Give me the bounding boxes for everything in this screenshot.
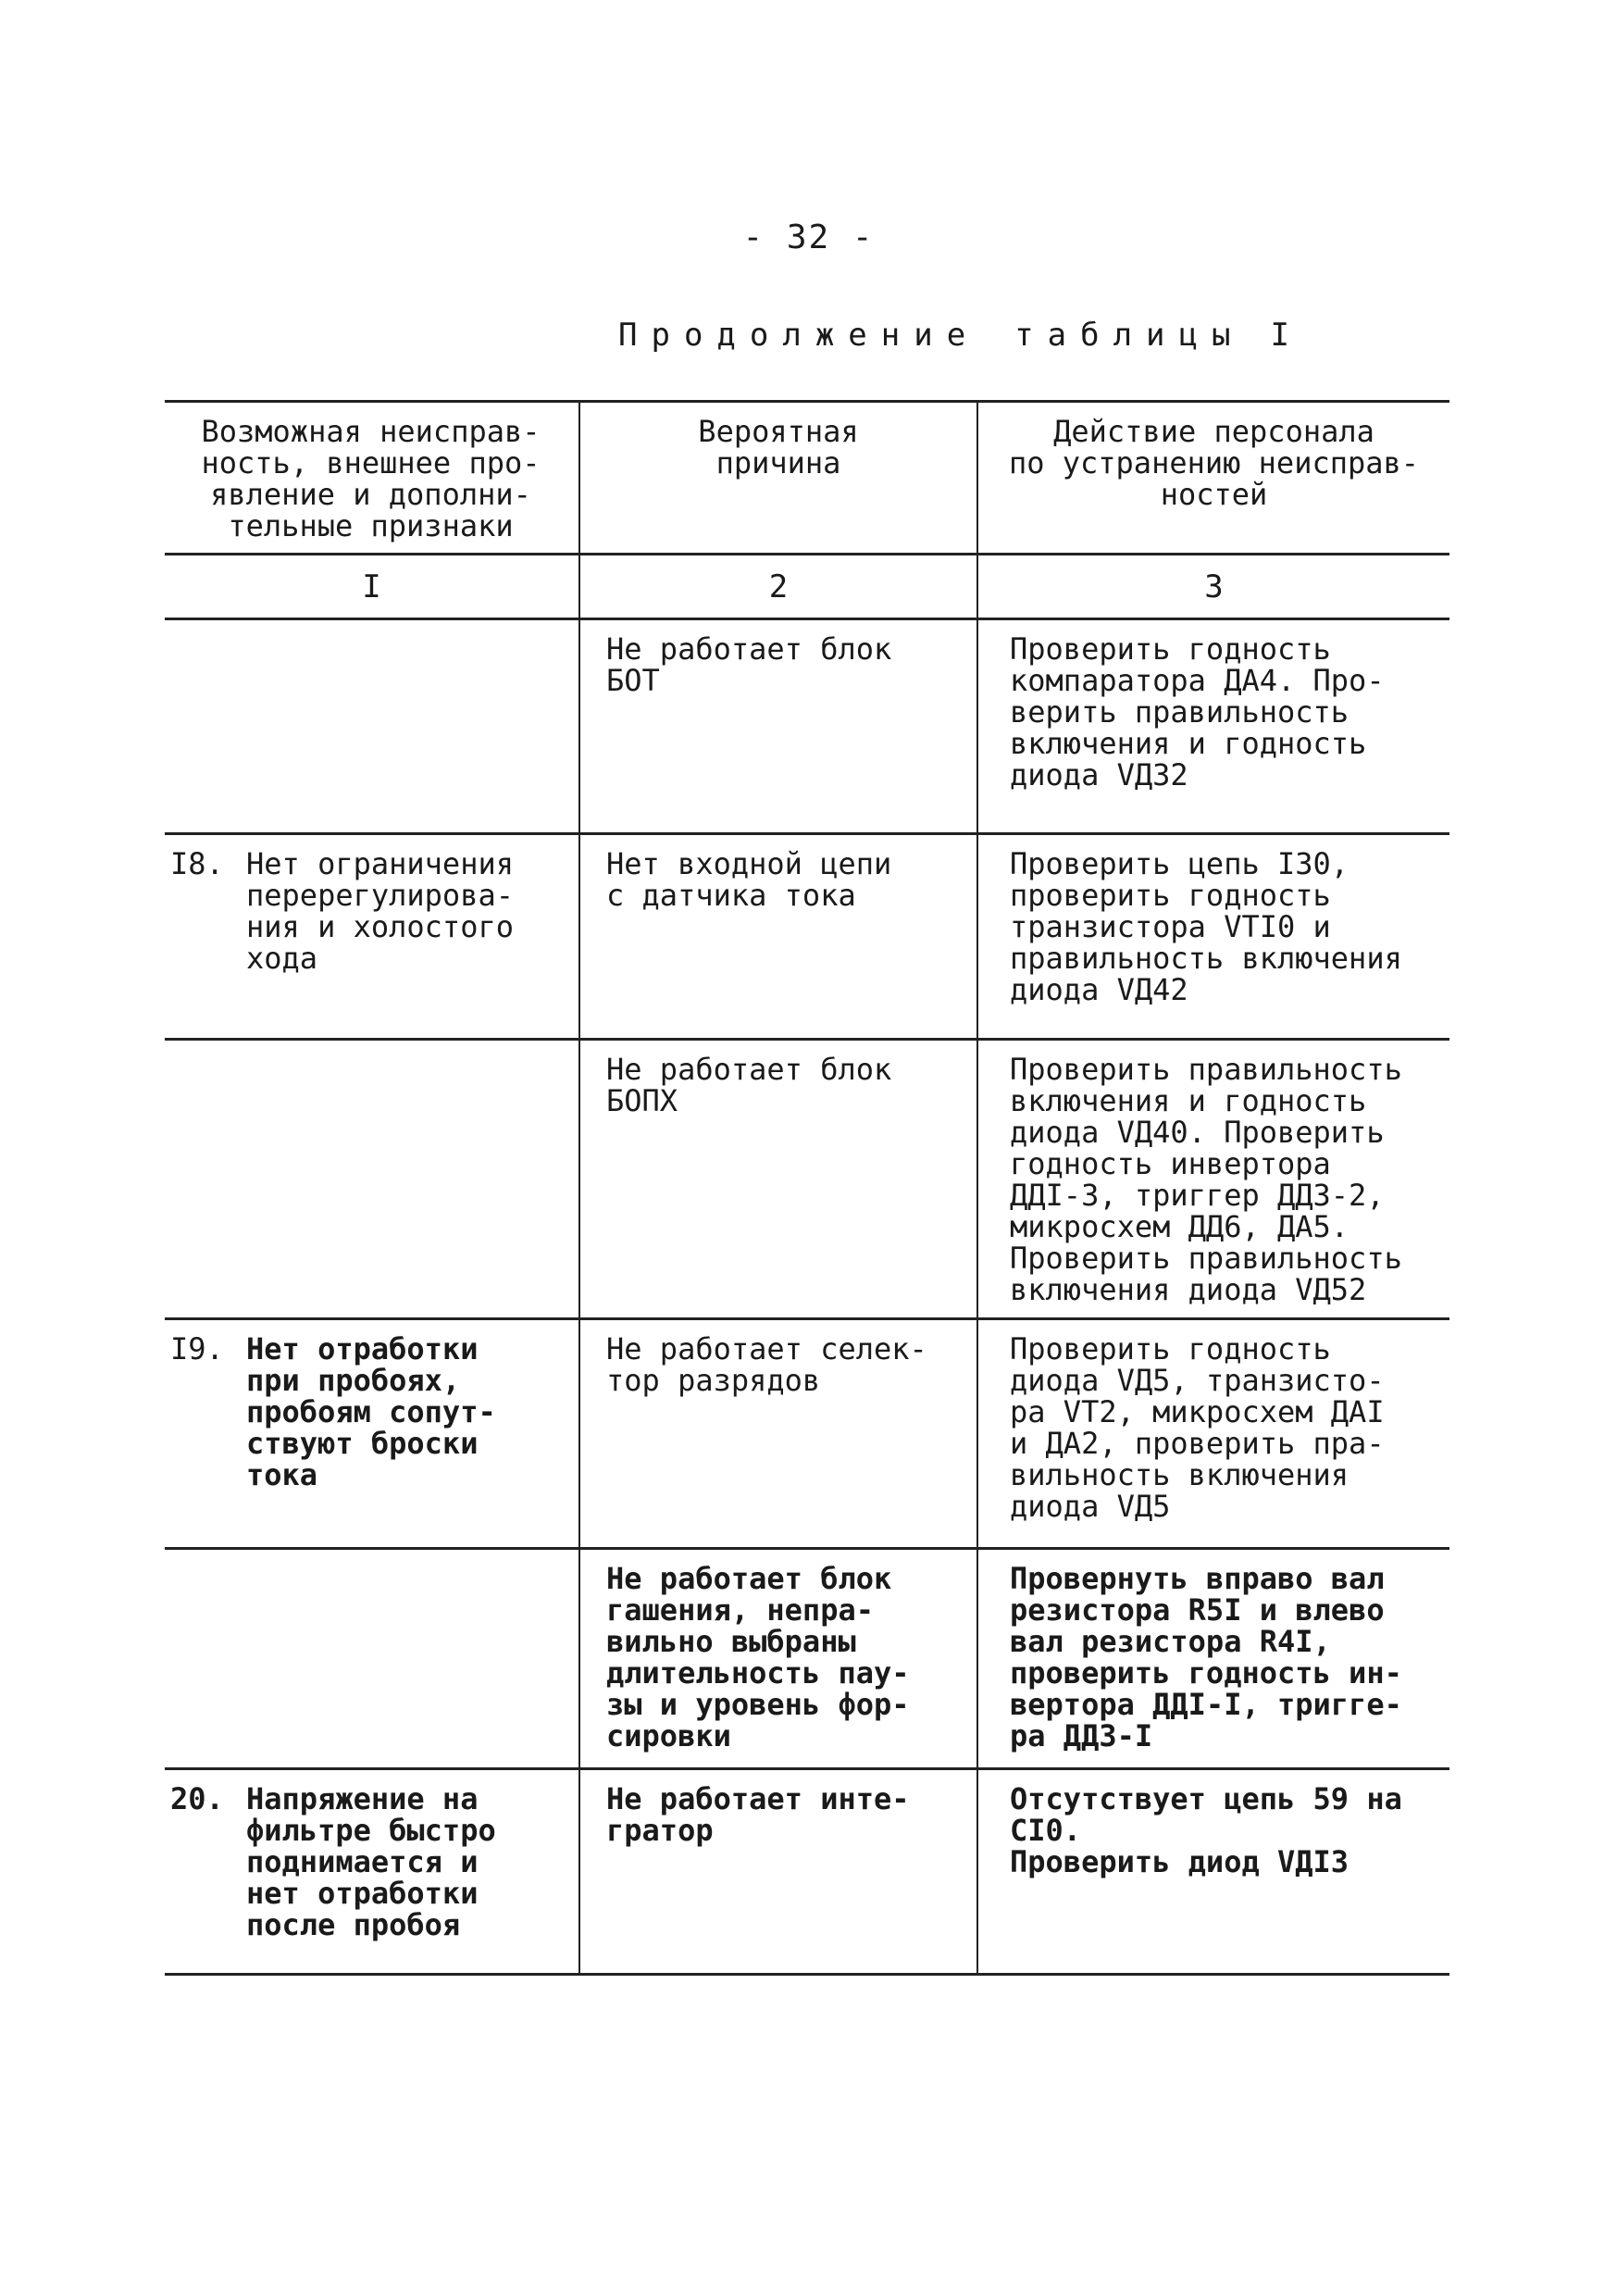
table-header-row (165, 402, 1449, 555)
caption-word-continuation: Продолжение (618, 317, 980, 354)
table-caption (618, 317, 1289, 354)
action-cell: Проверить годность диода VД5, транзисто- ра VT2, микросхем ДАI и ДА2, проверить пра- вильность включения диода VД5 (977, 1319, 1449, 1549)
header-probable-cause: Вероятная причина (579, 402, 977, 555)
cause-cell: Не работает блок БОТ (579, 619, 977, 834)
caption-word-table: таблицы (1014, 317, 1245, 354)
table-row (165, 1040, 1449, 1319)
action-cell: Проверить годность компаратора ДА4. Про- верить правильность включения и годность диода VД32 (977, 619, 1449, 834)
column-number-2: 2 (579, 555, 977, 619)
fault-description: Нет ограничения перерегулирова- ния и холостого хода (246, 846, 514, 976)
action-cell: Отсутствует цепь 59 на СI0. Проверить диод VДI3 (977, 1769, 1449, 1975)
header-personnel-action: Действие персонала по устранению неисправ- ностей (977, 402, 1449, 555)
action-cell: Проверить цепь I30, проверить годность транзистора VTI0 и правильность включения диода VД42 (977, 834, 1449, 1040)
cause-cell: Нет входной цепи с датчика тока (579, 834, 977, 1040)
table-row (165, 619, 1449, 834)
fault-cell (165, 1549, 579, 1769)
cause-cell: Не работает блок гашения, непра- вильно выбраны длительность пау- зы и уровень фор- сировки (579, 1549, 977, 1769)
action-cell: Провернуть вправо вал резистора R5I и влево вал резистора R4I, проверить годность ин- вертора ДДI-I, тригге- ра ДД3-I (977, 1549, 1449, 1769)
column-number-3: 3 (977, 555, 1449, 619)
cause-cell: Не работает инте- гратор (579, 1769, 977, 1975)
column-number-row (165, 555, 1449, 619)
fault-description: Напряжение на фильтре быстро поднимается и нет отработки после пробоя (246, 1781, 496, 1942)
cause-cell: Не работает селек- тор разрядов (579, 1319, 977, 1549)
fault-description: Нет отработки при пробоях, пробоям сопут- ствуют броски тока (246, 1331, 496, 1492)
page-number: - 32 - (742, 218, 875, 256)
header-possible-fault: Возможная неисправ- ность, внешнее про- явление и дополни- тельные признаки (165, 402, 579, 555)
fault-cell (165, 1319, 579, 1549)
fault-cell (165, 1769, 579, 1975)
fault-number: 20. (170, 1781, 224, 1816)
table-row (165, 1769, 1449, 1975)
action-cell: Проверить правильность включения и годность диода VД40. Проверить годность инвертора ДДI-3, триггер ДД3-2, микросхем ДД6, ДА5. Проверить правильность включения диода VД52 (977, 1040, 1449, 1319)
table-row (165, 1549, 1449, 1769)
column-number-1: I (165, 555, 579, 619)
table-row (165, 1319, 1449, 1549)
fault-table (165, 400, 1449, 1976)
cause-cell: Не работает блок БОПХ (579, 1040, 977, 1319)
fault-cell (165, 619, 579, 834)
fault-number: I8. (170, 846, 224, 881)
caption-table-number: I (1270, 317, 1289, 354)
fault-number: I9. (170, 1331, 224, 1366)
table-row (165, 834, 1449, 1040)
fault-cell (165, 834, 579, 1040)
fault-cell (165, 1040, 579, 1319)
